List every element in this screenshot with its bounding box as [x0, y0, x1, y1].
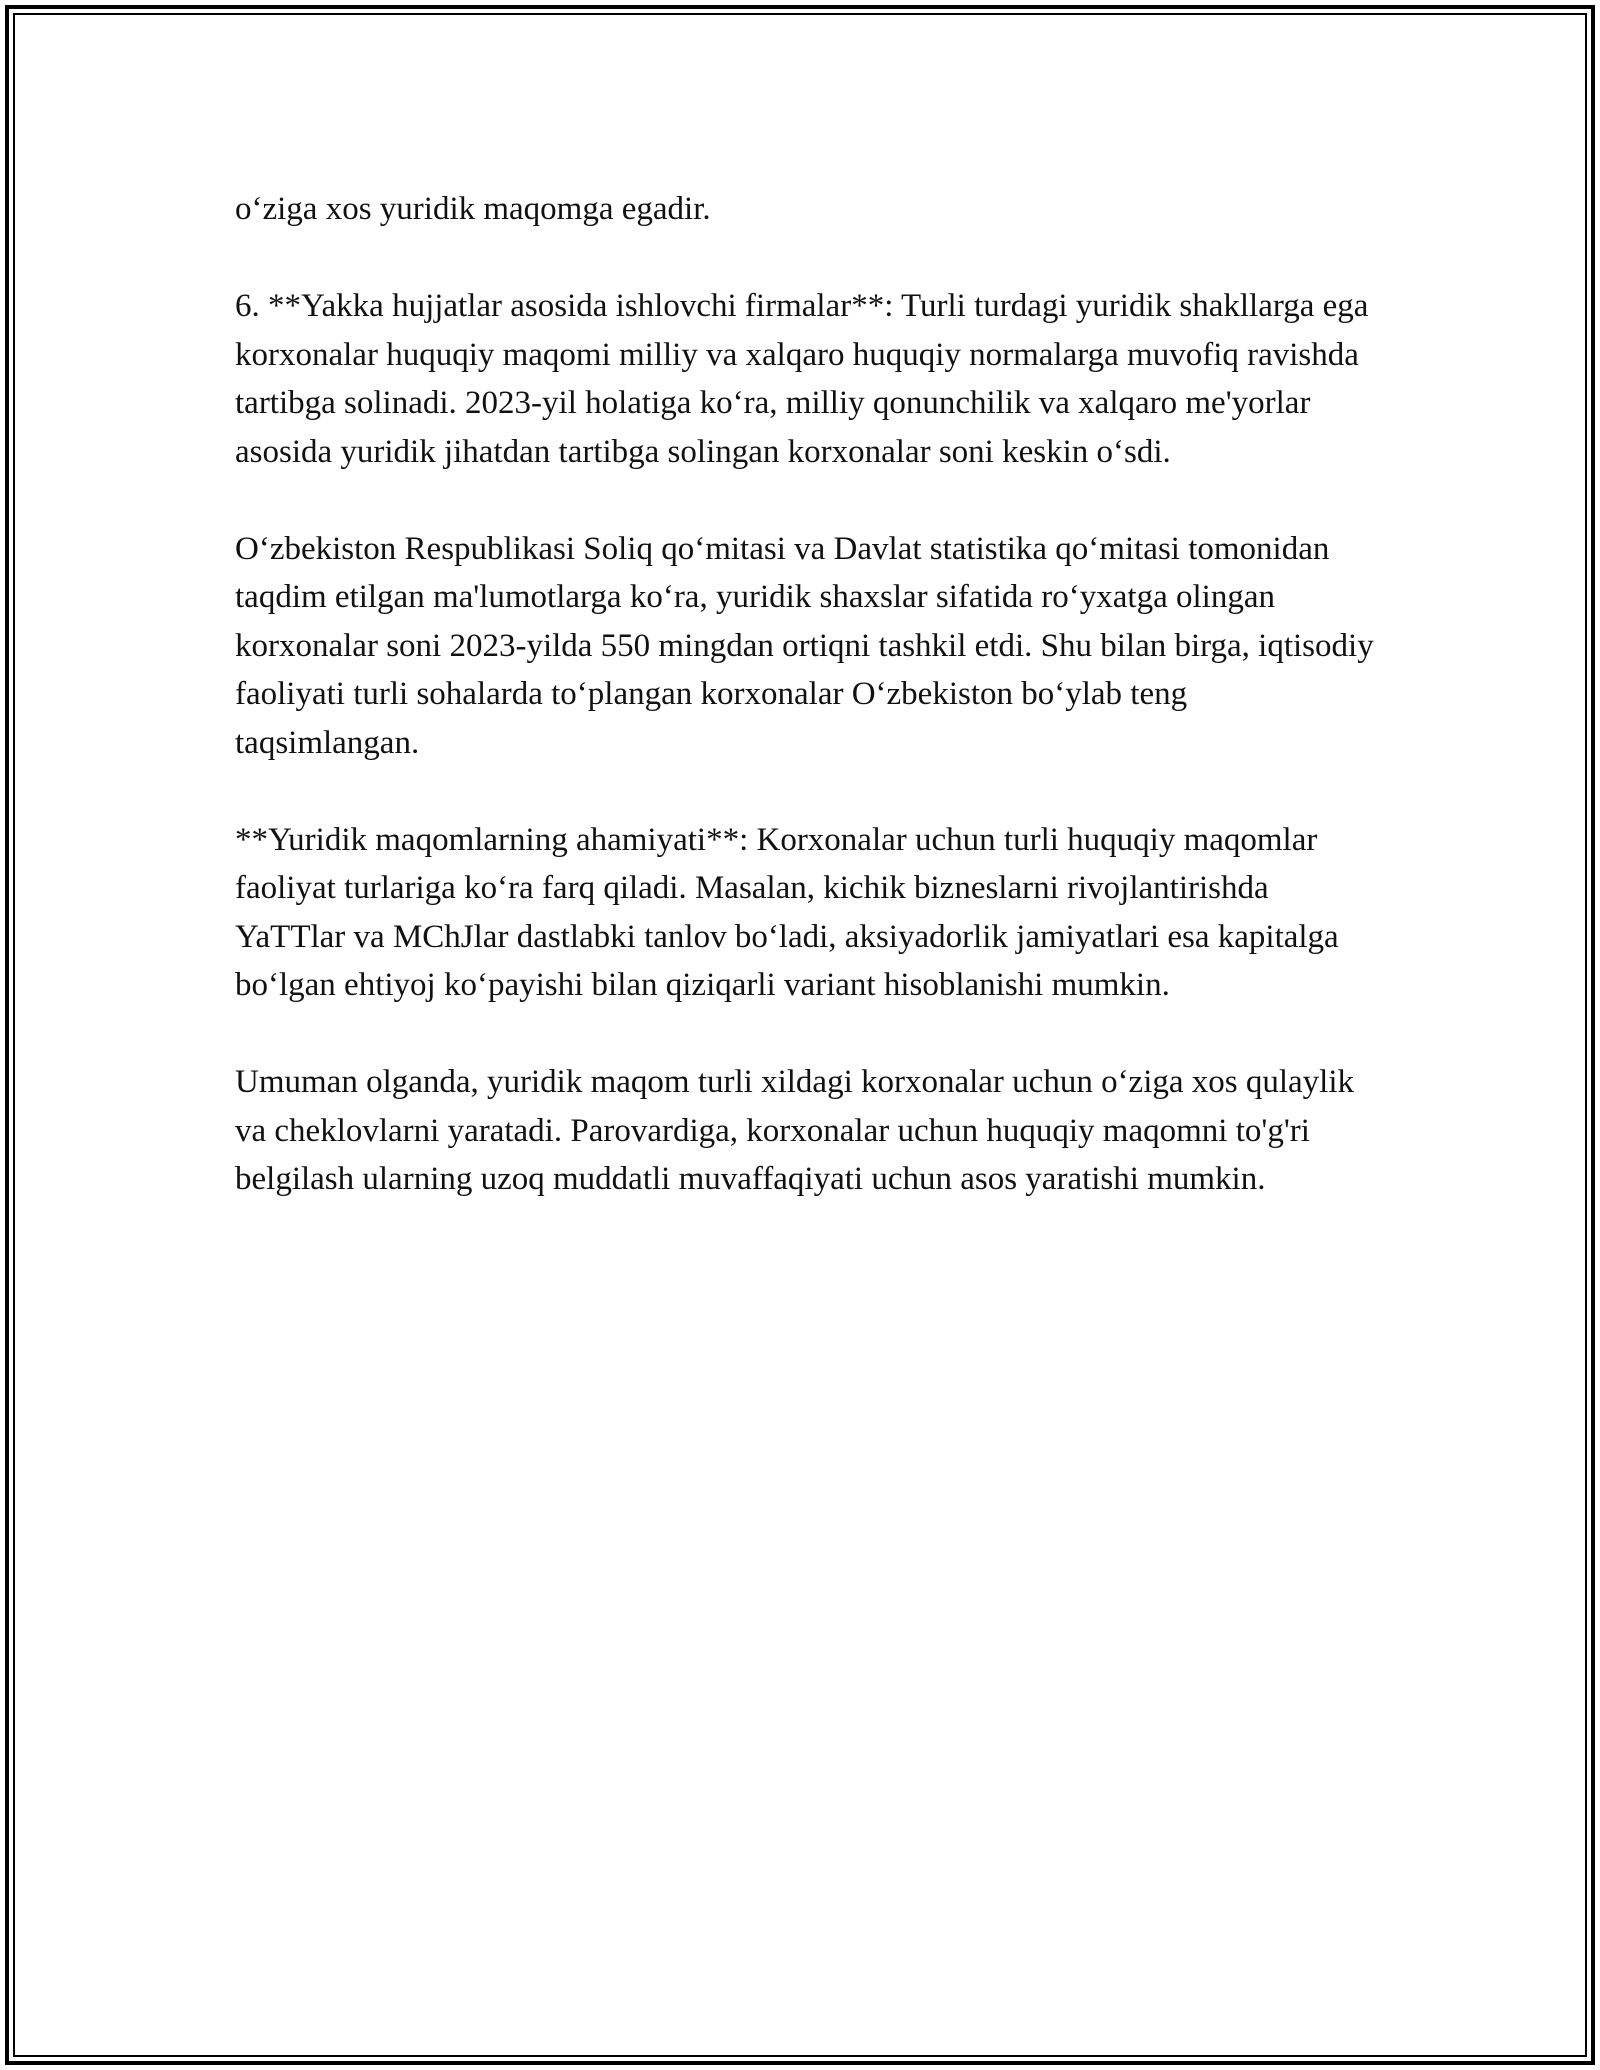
paragraph-conclusion: Umuman olganda, yuridik maqom turli xildagi korxonalar uchun o‘ziga xos qulaylik va cheklovlarni yaratadi. Parovardiga, korxonalar uchun huquqiy maqomni to'g'ri belgilash ularning uzoq muddatli muvaffaqiyati uchun asos yaratishi mumkin.	[235, 1064, 1355, 1197]
paragraph-legal-status-importance: **Yuridik maqomlarning ahamiyati**: Korxonalar uchun turli huquqiy maqomlar faoliyat turlariga ko‘ra farq qiladi. Masalan, kichik bizneslarni rivojlantirishda YaTTlar va MChJlar dastlabki tanlov bo‘ladi, aksiyadorlik jamiyatlari esa kapitalga bo‘lgan ehtiyoj ko‘payishi bilan qiziqarli variant hisoblanishi mumkin.	[235, 821, 1339, 1003]
paragraph-statistics: O‘zbekiston Respublikasi Soliq qo‘mitasi va Davlat statistika qo‘mitasi tomonidan taqdim etilgan ma'lumotlarga ko‘ra, yuridik shaxslar sifatida ro‘yxatga olingan korxonalar soni 2023-yilda 550 mingdan ortiqni tashkil etdi. Shu bilan birga, iqtisodiy faoliyati turli sohalarda to‘plangan korxonalar O‘zbekiston bo‘ylab teng taqsimlangan.	[235, 530, 1374, 761]
document-body	[235, 185, 1375, 1252]
paragraph-item-6: 6. **Yakka hujjatlar asosida ishlovchi firmalar**: Turli turdagi yuridik shakllarga ega korxonalar huquqiy maqomi milliy va xalqaro huquqiy normalarga muvofiq ravishda tartibga solinadi. 2023-yil holatiga ko‘ra, milliy qonunchilik va xalqaro me'yorlar asosida yuridik jihatdan tartibga solingan korxonalar soni keskin o‘sdi.	[235, 288, 1369, 470]
paragraph-continuation: o‘ziga xos yuridik maqomga egadir.	[235, 191, 711, 227]
